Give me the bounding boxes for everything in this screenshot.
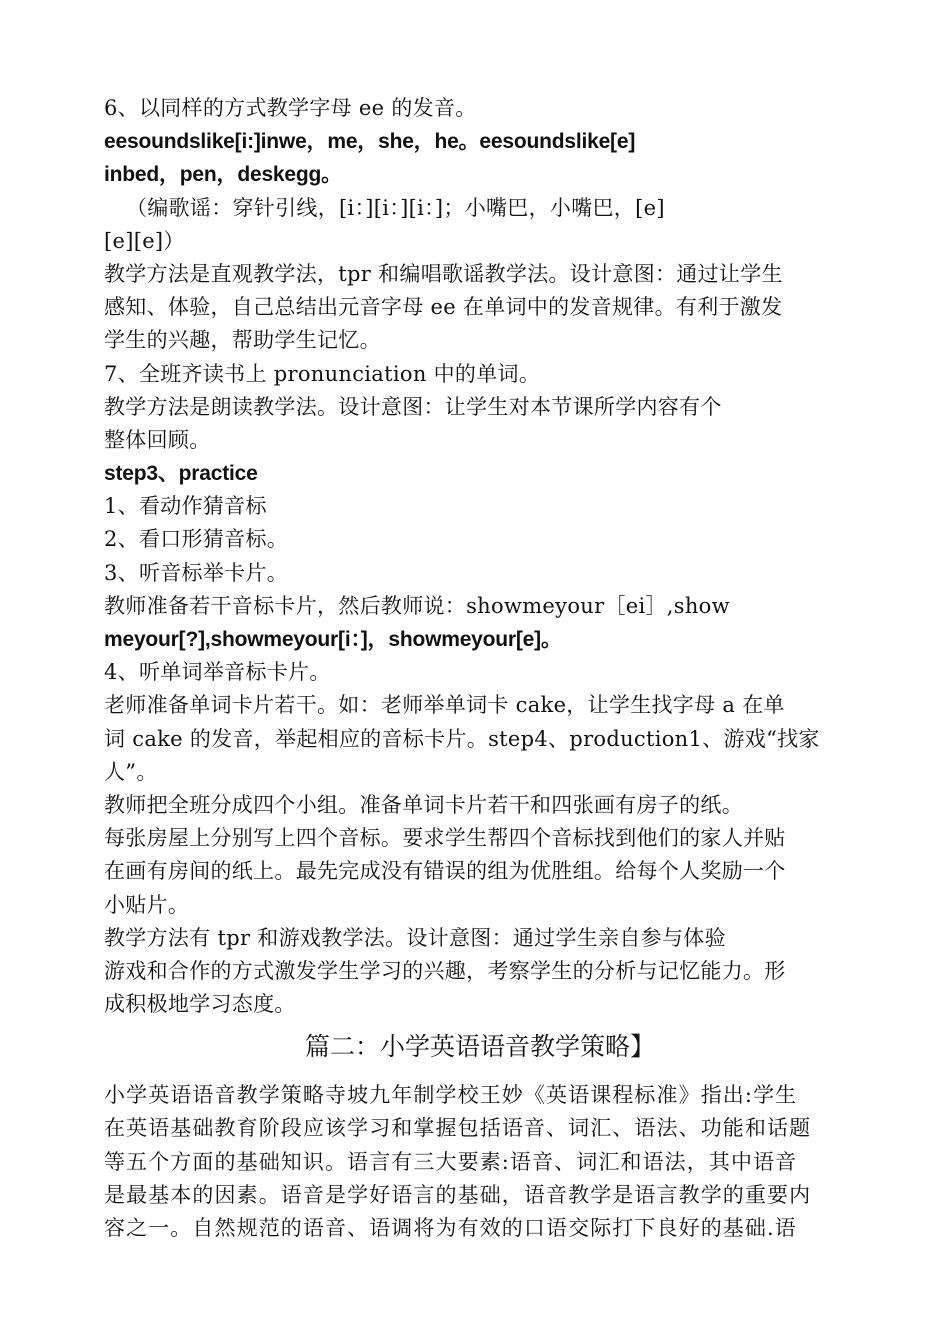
- text-line: 小学英语语音教学策略寺坡九年制学校王妙《英语课程标准》指出:学生: [104, 1083, 798, 1108]
- text-line: 整体回顾。: [104, 427, 211, 452]
- text-line: 2、看口形猜音标。: [104, 527, 289, 552]
- text-line: （编歌谣：穿针引线，[i：][i：][i：]；小嘴巴，小嘴巴，[e]: [126, 195, 665, 220]
- text-line: 感知、体验，自己总结出元音字母 ee 在单词中的发音规律。有利于激发: [104, 295, 783, 320]
- text-line: 教学方法是直观教学法，tpr 和编唱歌谣教学法。设计意图：通过让学生: [104, 261, 783, 286]
- text-line: 小贴片。: [104, 892, 190, 917]
- text-line: 1、看动作猜音标: [104, 494, 267, 519]
- text-line: 教师把全班分成四个小组。准备单词卡片若干和四张画有房子的纸。: [104, 792, 743, 817]
- text-line: [e][e]）: [104, 228, 185, 253]
- text-line: 教学方法有 tpr 和游戏教学法。设计意图：通过学生亲自参与体验: [104, 925, 726, 950]
- text-line: 游戏和合作的方式激发学生学习的兴趣，考察学生的分析与记忆能力。形: [104, 958, 786, 983]
- text-line: 等五个方面的基础知识。语言有三大要素:语音、词汇和语法，其中语音: [104, 1149, 798, 1174]
- document-page: [104, 92, 856, 1245]
- text-line: 6、以同样的方式教学字母 ee 的发音。: [104, 96, 477, 120]
- text-line: 教师准备若干音标卡片，然后教师说：showmeyour［ei］,show: [104, 593, 730, 618]
- text-line: step3、practice: [104, 462, 258, 486]
- text-line: 4、听单词举音标卡片。: [104, 660, 331, 685]
- section-strategy-paragraph: [104, 1079, 856, 1245]
- text-line: 学生的兴趣，帮助学生记忆。: [104, 328, 381, 353]
- text-line: 3、听音标举卡片。: [104, 560, 289, 585]
- text-line: 每张房屋上分别写上四个音标。要求学生帮四个音标找到他们的家人并贴: [104, 826, 786, 851]
- text-line: inbed，pen，deskegg。: [104, 163, 342, 187]
- text-line: 在画有房间的纸上。最先完成没有错误的组为优胜组。给每个人奖励一个: [104, 859, 786, 884]
- text-line: 是最基本的因素。语音是学好语言的基础，语音教学是语言教学的重要内: [104, 1182, 812, 1207]
- text-line: 人”。: [104, 759, 158, 784]
- text-line: eesoundslike[i:]inwe，me，she，he。eesoundslike[e]: [104, 130, 636, 154]
- text-line: 在英语基础教育阶段应该学习和掌握包括语音、词汇、语法、功能和话题: [104, 1116, 812, 1141]
- text-line: 教学方法是朗读教学法。设计意图：让学生对本节课所学内容有个: [104, 394, 722, 419]
- text-line: meyour[?],showmeyour[i：]，showmeyour[e]。: [104, 628, 562, 651]
- section-heading: 篇二：小学英语语音教学策略】: [304, 1032, 655, 1062]
- text-line: 老师准备单词卡片若干。如：老师举单词卡 cake，让学生找字母 a 在单: [104, 693, 785, 718]
- text-line: 容之一。自然规范的语音、语调将为有效的口语交际打下良好的基础.语: [104, 1216, 797, 1240]
- text-line: 7、全班齐读书上 pronunciation 中的单词。: [104, 361, 541, 386]
- section-lesson-steps: [104, 92, 856, 1021]
- text-line: 成积极地学习态度。: [104, 992, 296, 1017]
- text-line: 词 cake 的发音，举起相应的音标卡片。step4、production1、游戏“找家: [104, 726, 820, 751]
